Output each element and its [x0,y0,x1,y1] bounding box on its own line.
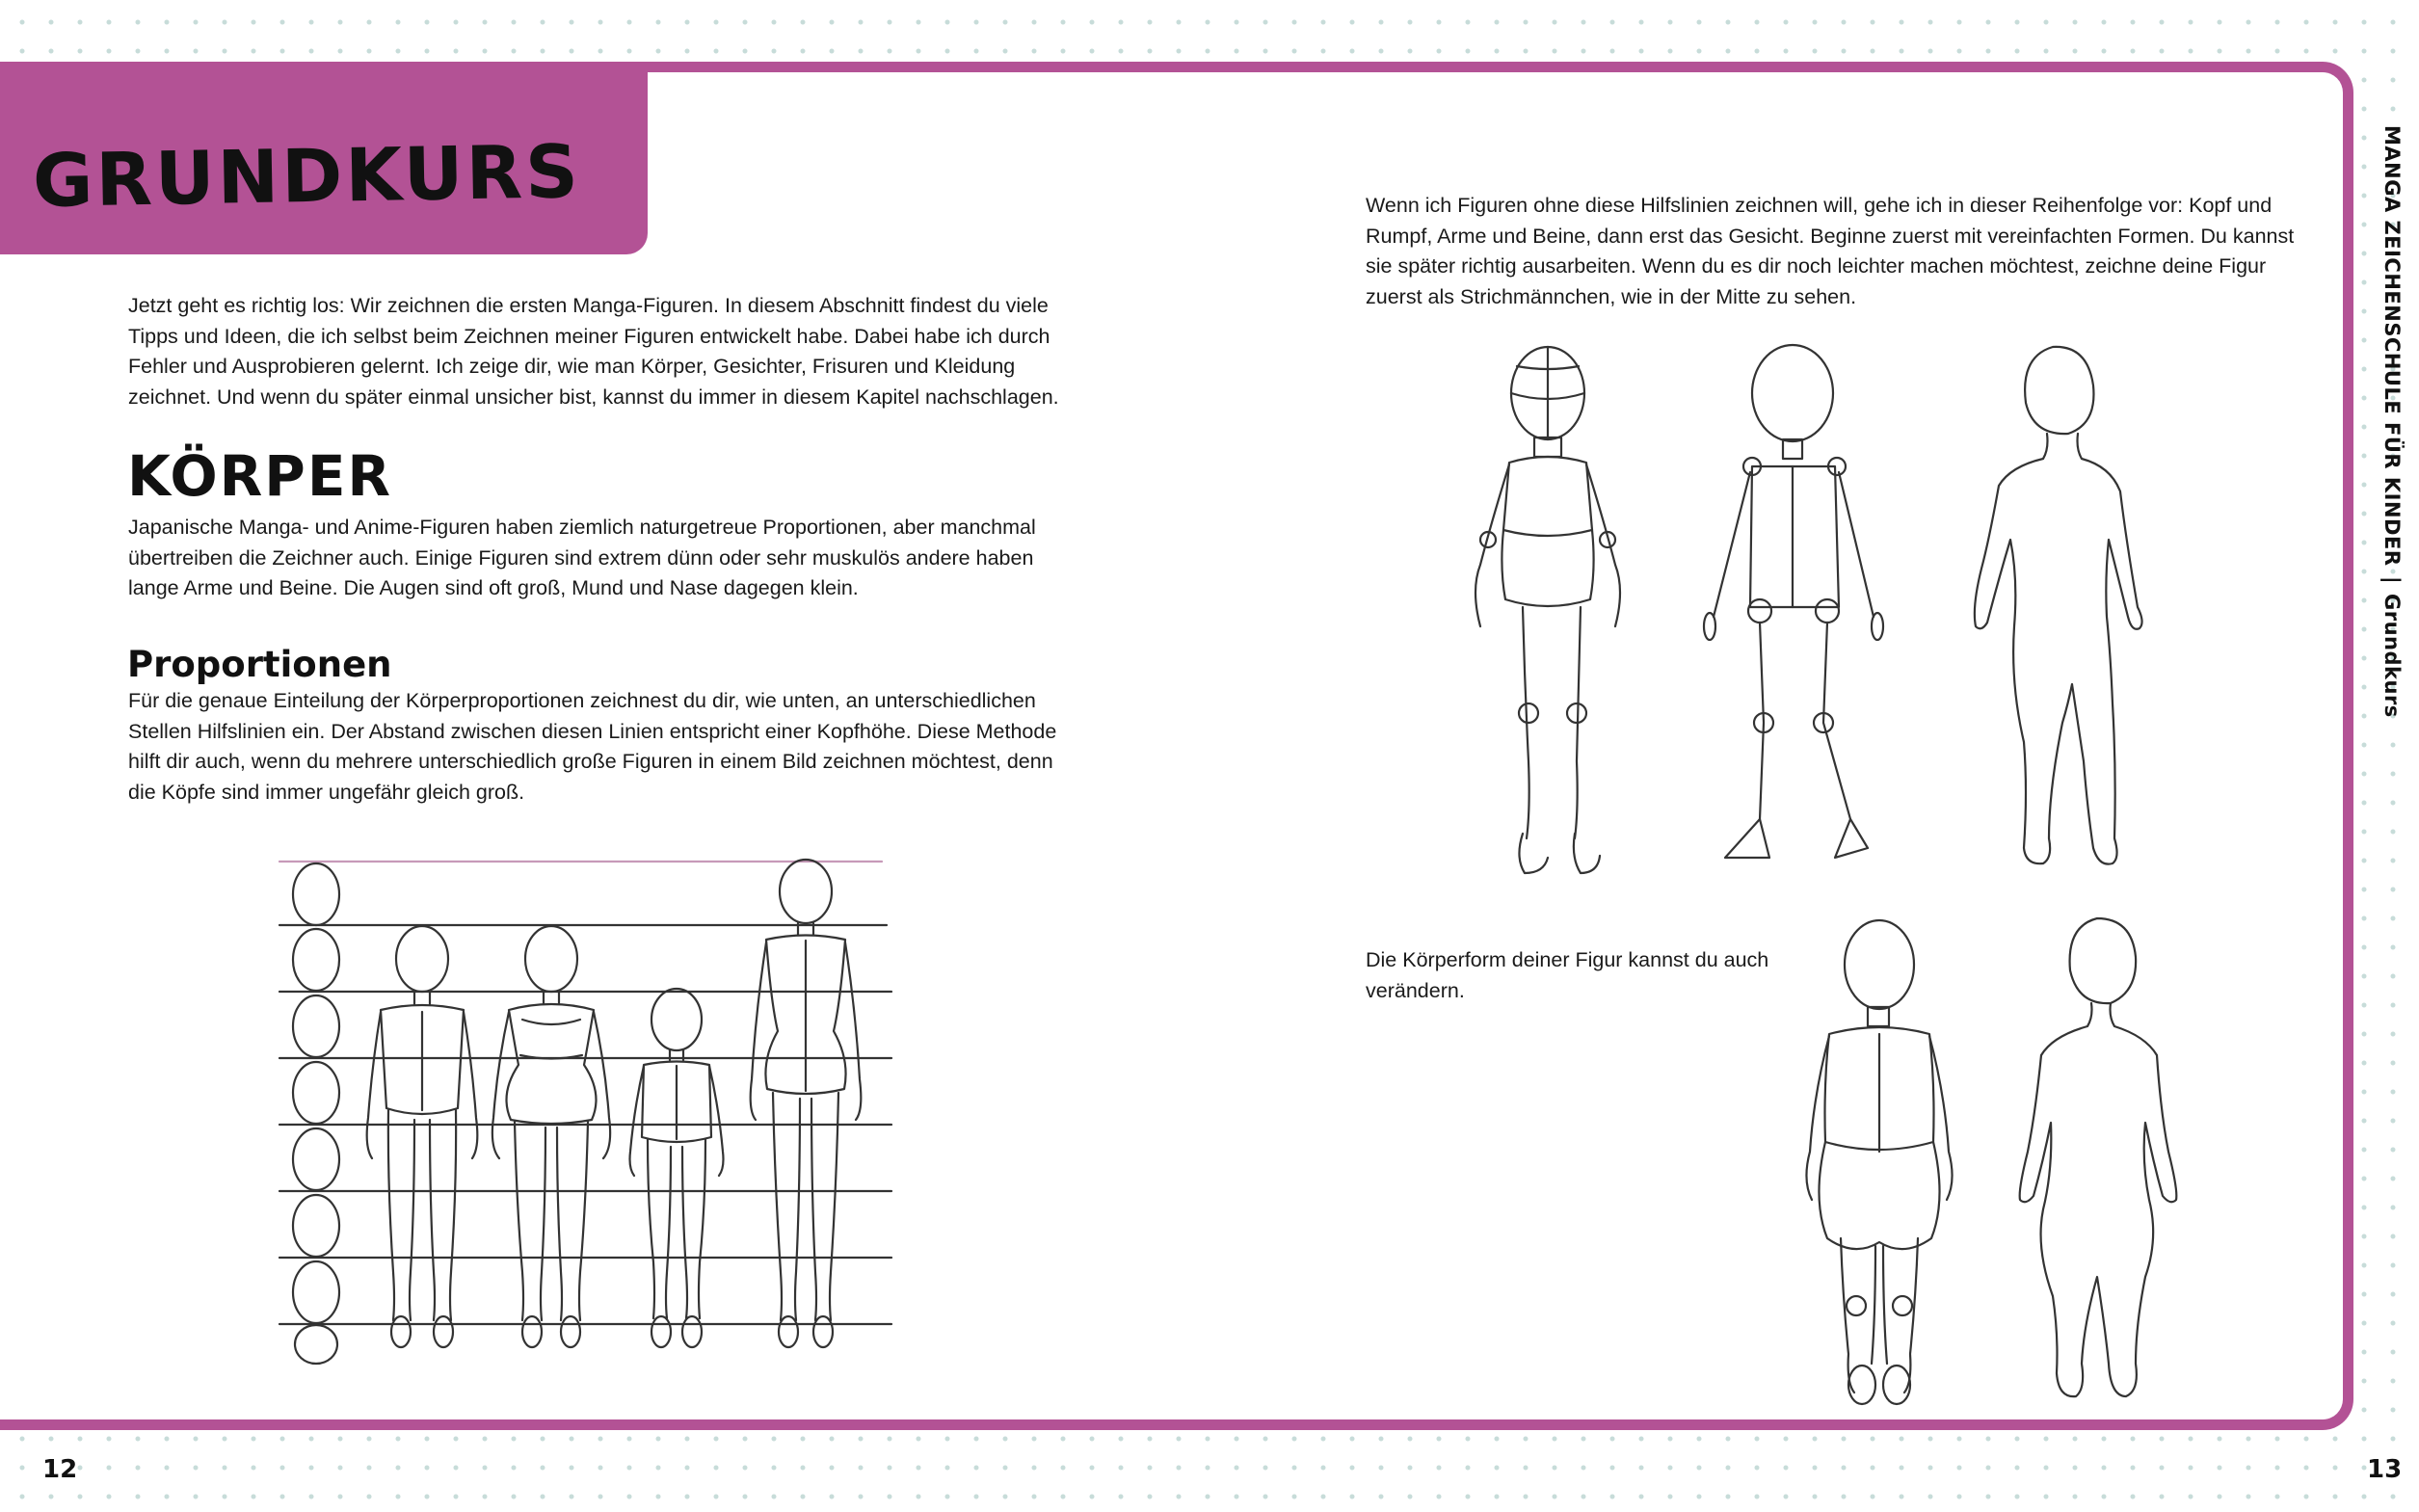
body-shape-caption: Die Körperform deiner Figur kannst du auch verändern. [1366,948,1769,1002]
header-separator: | [2380,575,2404,584]
figure-slim [367,926,478,1347]
figure-outline [1975,347,2142,864]
running-header [2373,125,2411,718]
head-stack [293,863,339,1364]
figure-broad-construction [1806,920,1952,1404]
page-number-right: 13 [2367,1455,2403,1484]
figure-stick [1704,345,1883,858]
section-heading: KÖRPER [127,443,393,509]
body-shape-illustration [1783,911,2217,1412]
construction-steps-illustration [1436,337,2207,877]
figure-tall [751,860,862,1347]
subsection-paragraph: Für die genaue Einteilung der Körperproportionen zeichnest du dir, wie unten, an unterschiedlichen Stellen Hilfslinien ein. Der Abstand zwischen diesen Linien entspricht einer Kopfhöhe. Diese Methode hilft dir auch, wenn du mehrere unterschiedlich große Figuren in einem Bild zeichnen möchtest, denn die Köpfe sind immer ungefähr gleich groß. [128,689,1057,804]
page-number-left: 12 [42,1455,78,1484]
intro-paragraph: Jetzt geht es richtig los: Wir zeichnen die ersten Manga-Figuren. In diesem Abschnitt findest du viele Tipps und Ideen, die ich selbst beim Zeichnen meiner Figuren entwickelt habe. Dabei habe ich durch Fehler und Ausprobieren gelernt. Ich zeige dir, wie man Körper, Gesichter, Frisuren und Kleidung zeichnet. Und wenn du später einmal unsicher bist, kannst du immer in diesem Kapitel nachschlagen. [128,294,1059,409]
figure-broad-outline [2020,918,2177,1396]
figure-curvy [492,926,610,1347]
proportions-illustration [279,858,906,1368]
subsection-heading: Proportionen [127,644,392,685]
right-paragraph: Wenn ich Figuren ohne diese Hilfslinien zeichnen will, gehe ich in dieser Reihenfolge vor: Kopf und Rumpf, Arme und Beine, dann erst das Gesicht. Beginne zuerst mit vereinfachten Formen. Du kannst sie später richtig ausarbeiten. Wenn du es dir noch leichter machen möchtest, zeichne deine Figur zuerst als Strichmännchen, wie in der Mitte zu sehen. [1366,194,2295,308]
page-title: GRUNDKURS [32,128,582,224]
book-title: MANGA ZEICHENSCHULE FÜR KINDER [2380,125,2404,567]
section-paragraph: Japanische Manga- und Anime-Figuren haben ziemlich naturgetreue Proportionen, aber manchmal übertreiben die Zeichner auch. Einige Figuren sind extrem dünn oder sehr muskulös andere haben lange Arme und Beine. Die Augen sind oft groß, Mund und Nase dagegen klein. [128,516,1036,599]
figure-construction [1475,347,1620,873]
figure-child [630,989,724,1347]
chapter-name: Grundkurs [2380,593,2404,718]
